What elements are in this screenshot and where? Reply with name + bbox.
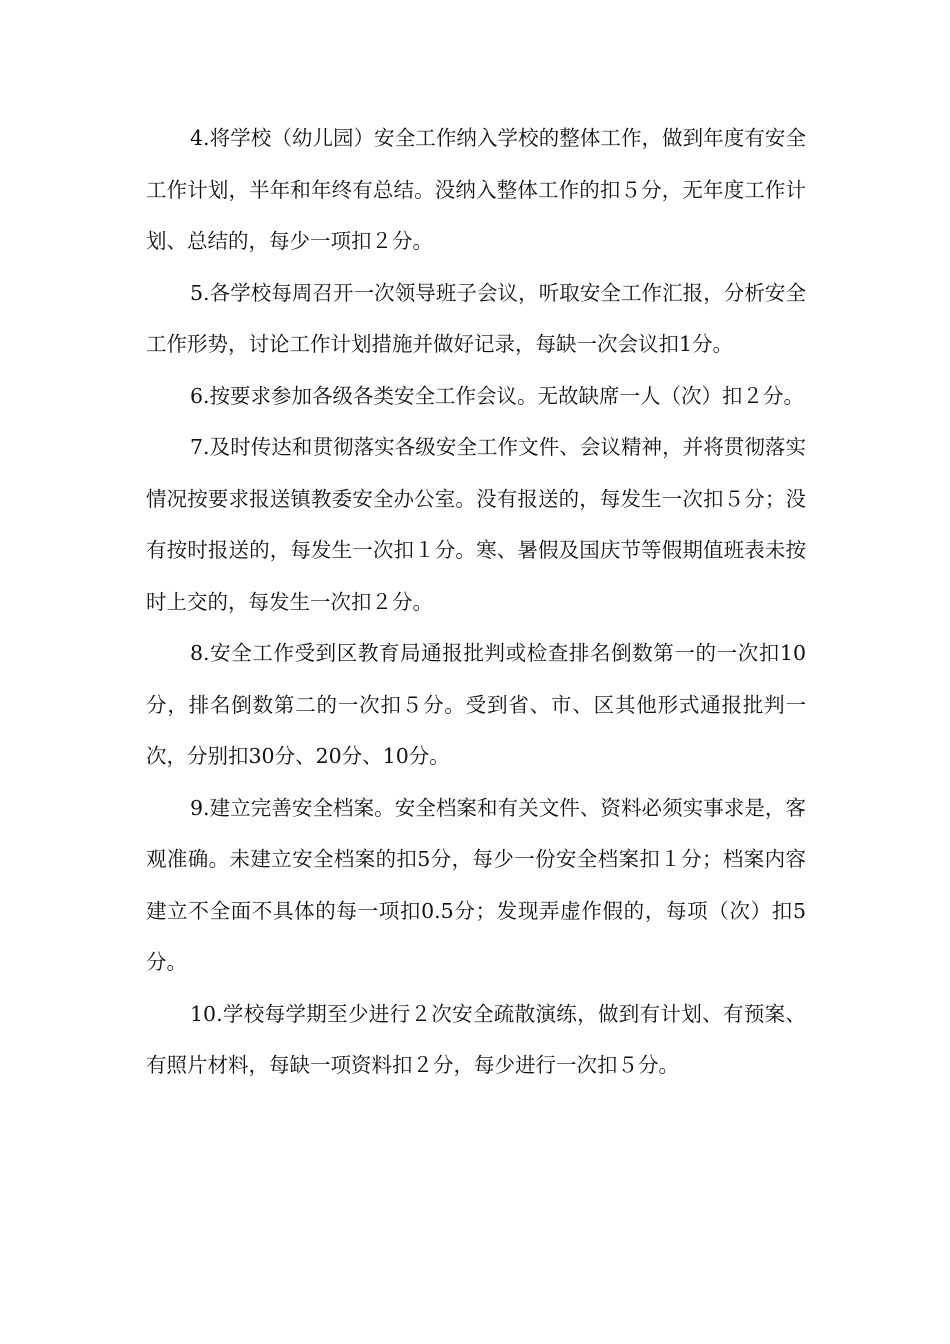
paragraph-item-5: 5.各学校每周召开一次领导班子会议，听取安全工作汇报，分析安全工作形势，讨论工作计划措施并做好记录，每缺一次会议扣1分。	[146, 280, 806, 356]
paragraph-item-6: 6.按要求参加各级各类安全工作会议。无故缺席一人（次）扣２分。	[190, 383, 805, 408]
paragraph-item-9: 9.建立完善安全档案。安全档案和有关文件、资料必须实事求是，客观准确。未建立安全档案的扣5分，每少一份安全档案扣１分；档案内容建立不全面不具体的每一项扣0.5分；发现弄虚作假的，每项（次）扣5分。	[146, 795, 806, 974]
document-body	[146, 113, 806, 1092]
paragraph-item-7: 7.及时传达和贯彻落实各级安全工作文件、会议精神，并将贯彻落实情况按要求报送镇教委安全办公室。没有报送的，每发生一次扣５分；没有按时报送的，每发生一次扣１分。寒、暑假及国庆节等假期值班表未按时上交的，每发生一次扣２分。	[146, 435, 806, 614]
paragraph-item-4: 4.将学校（幼儿园）安全工作纳入学校的整体工作，做到年度有安全工作计划，半年和年终有总结。没纳入整体工作的扣５分，无年度工作计划、总结的，每少一项扣２分。	[146, 126, 806, 253]
paragraph-item-10: 10.学校每学期至少进行２次安全疏散演练，做到有计划、有预案、有照片材料，每缺一项资料扣２分，每少进行一次扣５分。	[146, 1001, 806, 1077]
paragraph-item-8: 8.安全工作受到区教育局通报批判或检查排名倒数第一的一次扣10分，排名倒数第二的一次扣５分。受到省、市、区其他形式通报批判一次，分别扣30分、20分、10分。	[146, 641, 806, 768]
